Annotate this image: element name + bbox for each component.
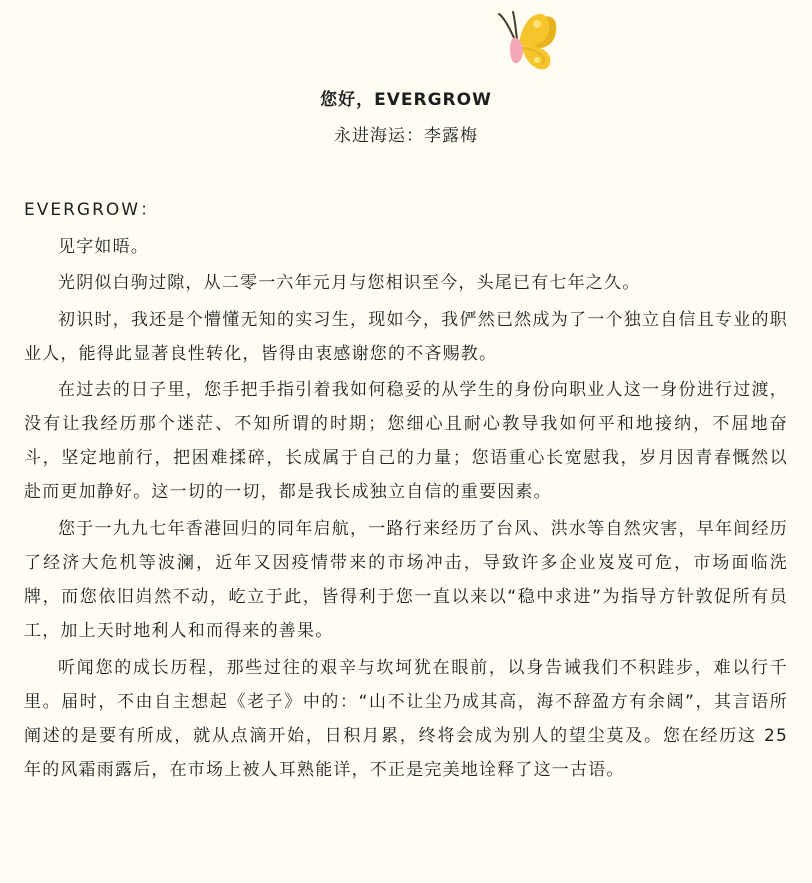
letter-salutation: EVERGROW： bbox=[24, 200, 160, 220]
letter-paragraph: 见字如晤。 bbox=[58, 236, 149, 257]
letter-body bbox=[24, 193, 788, 789]
letter-paragraph: 您于一九九七年香港回归的同年启航，一路行来经历了台风、洪水等自然灾害，早年间经历了经济大危机等波澜，近年又因疫情带来的市场冲击，导致许多企业岌岌可危，市场面临洗牌，而您依旧岿然不动，屹立于此，皆得利于您一直以来以“稳中求进”为指导方针敦促所有员工，加上天时地利人和而得来的善果。 bbox=[24, 518, 788, 641]
letter-paragraph: 初识时，我还是个懵懂无知的实习生，现如今，我俨然已然成为了一个独立自信且专业的职业人，能得此显著良性转化，皆得由衷感谢您的不吝赐教。 bbox=[24, 309, 788, 364]
butterfly-icon bbox=[493, 0, 559, 74]
letter-paragraph: 听闻您的成长历程，那些过往的艰辛与坎坷犹在眼前，以身告诫我们不积跬步，难以行千里。届时，不由自主想起《老子》中的：“山不让尘乃成其高，海不辞盈方有余阔”，其言语所阐述的是要有所成，就从点滴开始，日积月累，终将会成为别人的望尘莫及。您在经历这 25 年的风霜雨露后，在市场上被人耳熟能详，不正是完美地诠释了这一古语。 bbox=[24, 657, 788, 780]
letter-title: 您好，EVERGROW bbox=[320, 90, 492, 110]
letter-paragraph: 在过去的日子里，您手把手指引着我如何稳妥的从学生的身份向职业人这一身份进行过渡，没有让我经历那个迷茫、不知所谓的时期；您细心且耐心教导我如何平和地接纳，不屈地奋斗，坚定地前行，把困难揉碎，长成属于自己的力量；您语重心长宽慰我，岁月因青春慨然以赴而更加静好。这一切的一切，都是我长成独立自信的重要因素。 bbox=[24, 380, 788, 503]
letter-subtitle: 永进海运：李露梅 bbox=[334, 126, 478, 146]
letter-paragraph: 光阴似白驹过隙，从二零一六年元月与您相识至今，头尾已有七年之久。 bbox=[58, 273, 641, 294]
